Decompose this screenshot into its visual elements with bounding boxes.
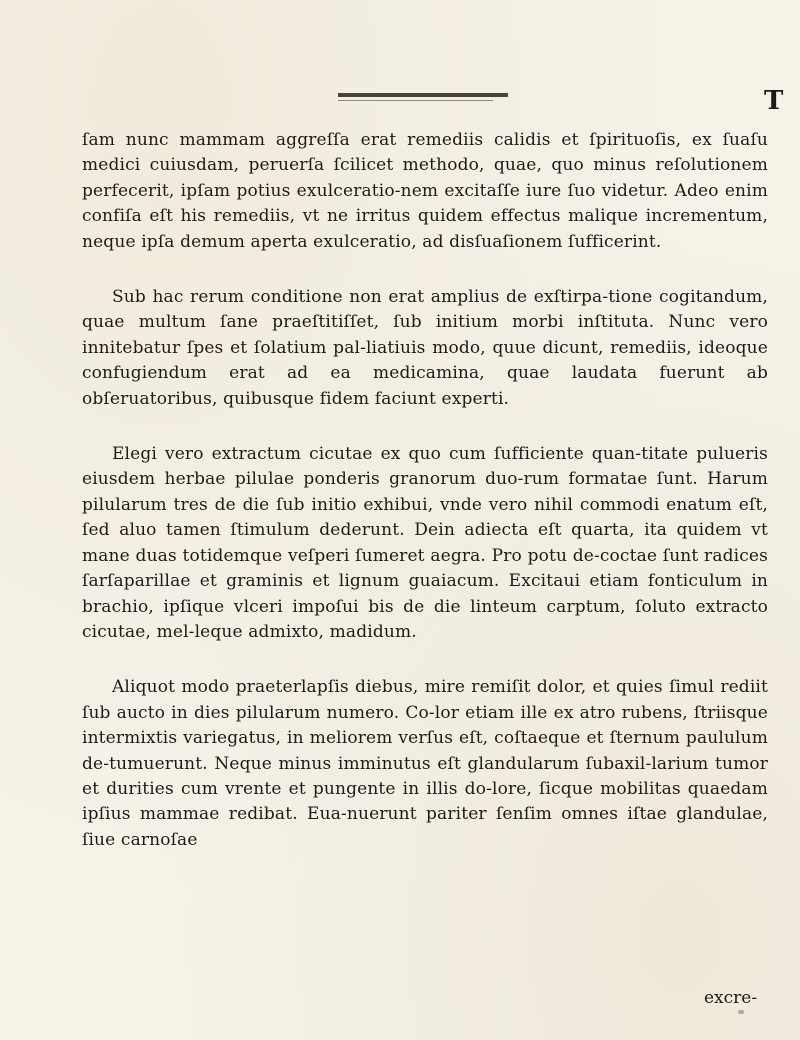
- header-rule-thin: [338, 100, 493, 101]
- paragraph-2: [82, 285, 768, 412]
- paragraph-text: Aliquot modo praeterlapſis diebus, mire remiſit dolor, et quies ſimul rediit ſub aucto in dies pilularum numero. Co-lor etiam ille ex atro rubens, ſtriisque intermixtis variegatus, in meliorem verſus eſt, coſtaeque et ſternum paululum de-tumuerunt. Neque minus imminutus eſt glandularum ſubaxil-larium tumor et durities cum vrente et pungente in illis do-lore, ſicque mobilitas quaedam ipſius mammae redibat. Eua-nuerunt pariter ſenſim omnes iſtae glandulae, ſiue carnoſae: [82, 677, 768, 850]
- body-text: [82, 128, 768, 883]
- header-rule: [338, 93, 508, 97]
- paragraph-text: Sub hac rerum conditione non erat amplius de exſtirpa-tione cogitandum, quae multum ſane praeſtitiſſet, ſub initium morbi inſtituta. Nunc vero innitebatur ſpes et ſolatium pal-liatiuis modo, quue dicunt, remediis, ideoque confugiendum erat ad ea medicamina, quae laudata fuerunt ab obſeruatoribus, quibusque fidem faciunt experti.: [82, 287, 768, 409]
- paragraph-text: Elegi vero extractum cicutae ex quo cum ſufficiente quan-titate pulueris eiusdem herbae pilulae ponderis granorum duo-rum formatae ſunt. Harum pilularum tres de die ſub initio exhibui, vnde vero nihil commodi enatum eſt, ſed aluo tamen ſtimulum dederunt. Dein adiecta eſt quarta, ita quidem vt mane duas totidemque veſperi ſumeret aegra. Pro potu de-coctae ſunt radices ſarſaparillae et graminis et lignum guaiacum. Excitaui etiam fonticulum in brachio, ipſique vlceri impoſui bis de die linteum carptum, ſoluto extracto cicutae, mel-leque admixto, madidum.: [82, 444, 768, 642]
- paragraph-4: [82, 675, 768, 853]
- paragraph-3: [82, 442, 768, 645]
- paragraph-1: [82, 128, 768, 255]
- paragraph-text: ſam nunc mammam aggreſſa erat remediis calidis et ſpirituoſis, ex ſuaſu medici cuiusdam, peruerſa ſcilicet methodo, quae, quo minus reſolutionem perfecerit, ipſam potius exulceratio-nem excitaſſe iure ſuo videtur. Adeo enim confiſa eſt his remediis, vt ne irritus quidem effectus malique incrementum, neque ipſa demum aperta exulceratio, ad disſuaſionem ſufficerint.: [82, 130, 768, 252]
- page-mark: T: [764, 86, 784, 116]
- ink-smudge: [738, 1010, 744, 1014]
- catchword: excre-: [704, 988, 758, 1008]
